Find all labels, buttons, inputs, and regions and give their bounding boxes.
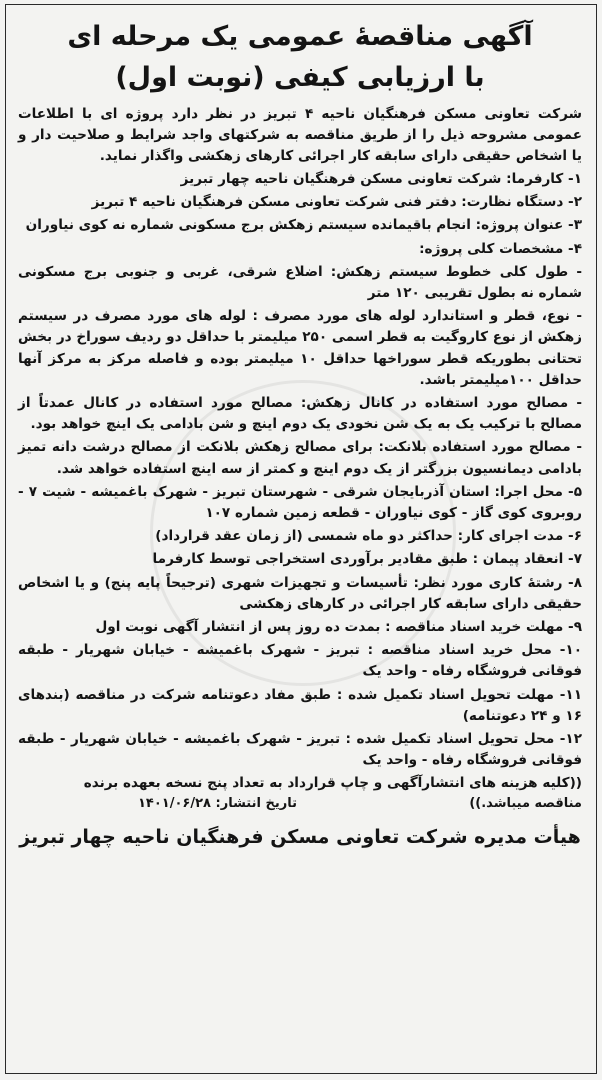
- item-location: ۵- محل اجرا: استان آذربایجان شرقی - شهرستان تبریز - شهرک باغمیشه - شیت ۷ - روبروی کوی گاز - کوی نیاوران - قطعه زمین شماره ۱۰۷: [18, 483, 583, 522]
- item-supervisor: ۲- دستگاه نظارت: دفتر فنی شرکت تعاونی مسکن فرهنگیان ناحیه ۴ تبریز: [91, 194, 582, 211]
- signature-footer: هیأت مدیره شرکت تعاونی مسکن فرهنگیان ناحیه چهار تبریز: [19, 826, 581, 849]
- item-purchase-location: ۱۰- محل خرید اسناد مناقصه : تبریز - شهرک باغمیشه - خیابان شهریار - طبقه فوقانی فروشگاه رفاه - واحد یک: [18, 642, 582, 680]
- item-field: ۸- رشتهٔ کاری مورد نظر: تأسیسات و تجهیزات شهری (ترجیحاً پایه پنج) و یا اشخاص حقیقی دارای سابقه کار اجرائی در کارهای زهکشی: [18, 574, 582, 612]
- item-purchase-deadline: ۹- مهلت خرید اسناد مناقصه : بمدت ده روز پس از انتشار آگهی نوبت اول: [95, 619, 582, 636]
- item-spec-pipes: - نوع، قطر و استاندارد لوله های مورد مصرف : لوله های مورد مصرف در سیستم زهکش از نوع کاروگیت به قطر اسمی ۲۵۰ میلیمتر با حداقل دو ردیف سوراخ در بخش تحتانی بطوریکه قطر سوراخها حداقل ۱۰ میلیمتر بوده و فاصله مرکز به مرکز آنها حداقل ۱۰۰میلیمتر باشد.: [18, 308, 583, 388]
- item-delivery-deadline: ۱۱- مهلت تحویل اسناد تکمیل شده : طبق مفاد دعوتنامه شرکت در مناقصه (بندهای ۱۶ و ۲۴ دعوتنامه): [18, 686, 582, 724]
- item-contract: ۷- انعقاد پیمان : طبق مقادیر برآوردی استخراجی توسط کارفرما: [152, 551, 582, 568]
- item-duration: ۶- مدت اجرای کار: حداکثر دو ماه شمسی (از زمان عقد قرارداد): [155, 528, 582, 545]
- announcement-body: [6, 4, 596, 854]
- item-delivery-location: ۱۲- محل تحویل اسناد تکمیل شده : تبریز - شهرک باغمیشه - خیابان شهریار - طبقه فوقانی فروشگاه رفاه - واحد یک: [18, 731, 582, 769]
- item-spec-blanket-materials: - مصالح مورد استفاده بلانکت: برای مصالح زهکش بلانکت از مصالح درشت دانه تمیز بادامی دیمانسیون بزرگتر از یک دوم اینچ و کمتر از سه اینچ استفاده خواهد شد.: [18, 439, 582, 477]
- item-employer: ۱- کارفرما: شرکت تعاونی مسکن فرهنگیان ناحیه چهار تبریز: [180, 171, 582, 187]
- announcement-subtitle: با ارزیابی کیفی (نوبت اول): [115, 62, 485, 93]
- item-spec-length: - طول کلی خطوط سیستم زهکش: اضلاع شرقی، غربی و جنوبی برج مسکونی شماره نه بطول تقریبی ۱۲۰ متر: [18, 263, 582, 302]
- item-spec-channel-materials: - مصالح مورد استفاده در کانال زهکش: مصالح مورد استفاده در کانال عمدتاً از مصالح با ترکیب یک به یک شن نخودی یک دوم اینچ و شن بادامی یک اینچ خواهد بود.: [18, 395, 582, 433]
- item-specs-heading: ۴- مشخصات کلی پروژه:: [419, 240, 582, 257]
- costs-note: ((کلیه هزینه های انتشارآگهی و چاپ قرارداد به تعداد پنج نسخه بعهده برنده: [83, 775, 582, 792]
- announcement-title: آگهی مناقصهٔ عمومی یک مرحله ای: [67, 21, 533, 52]
- costs-note-end: مناقصه میباشد.)): [469, 796, 582, 812]
- date-line: [18, 794, 582, 814]
- publish-date: تاریخ انتشار: ۱۴۰۱/۰۶/۲۸: [138, 796, 297, 812]
- item-project-title: ۳- عنوان پروژه: انجام باقیمانده سیستم زهکش برج مسکونی شماره نه کوی نیاوران: [25, 217, 582, 234]
- intro-paragraph: شرکت تعاونی مسکن فرهنگیان ناحیه ۴ تبریز در نظر دارد پروژه ای با اطلاعات عمومی مشروحه ذیل را از طریق مناقصه به شرکتهای واجد شرایط و صلاحیت دار و یا اشخاص حقیقی دارای سابقه کار اجرائی کارهای زهکشی واگذار نماید.: [18, 106, 582, 164]
